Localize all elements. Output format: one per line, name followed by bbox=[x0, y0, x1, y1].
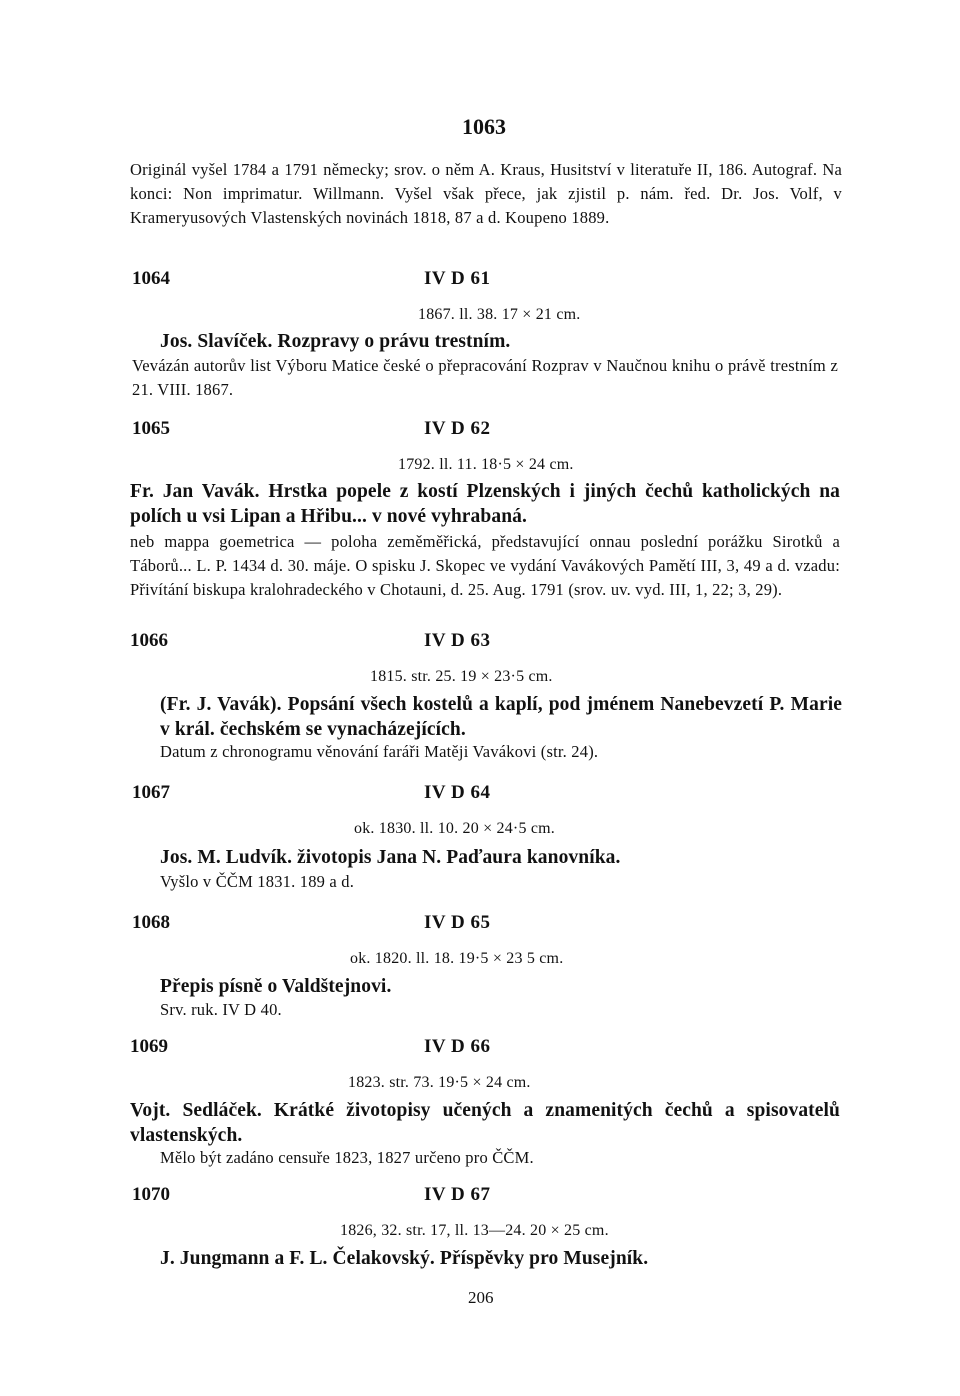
entry-title: J. Jungmann a F. L. Čelakovský. Příspěvky pro Musejník. bbox=[160, 1248, 649, 1269]
entry-meta: 1867. ll. 38. 17 × 21 cm. bbox=[418, 306, 581, 323]
entry-note: Mělo být zadáno censuře 1823, 1827 určeno pro ČČM. bbox=[160, 1148, 534, 1167]
entry-meta: 1792. ll. 11. 18·5 × 24 cm. bbox=[398, 456, 574, 473]
entry-number: 1066 bbox=[130, 630, 168, 651]
entry-shelfmark: IV D 64 bbox=[424, 782, 491, 803]
intro-paragraph: Originál vyšel 1784 a 1791 německy; srov. o něm A. Kraus, Husitství v literatuře II, 186. Autograf. Na konci: Non imprimatur. Willmann. Vyšel však přece, jak zjistil p. nám. řed. Dr. Jos. Volf, v Krameryusových Vlastenských novinách 1818, 87 a d. Koupeno 1889. bbox=[130, 160, 842, 227]
entry-note: Vevázán autorův list Výboru Matice české o přepracování Rozprav v Naučnou knihu o právě trestním z 21. VIII. 1867. bbox=[132, 356, 838, 399]
page-footer-number: 206 bbox=[468, 1288, 494, 1307]
entry-number: 1070 bbox=[132, 1184, 170, 1205]
entry-shelfmark: IV D 65 bbox=[424, 912, 491, 933]
entry-title: Fr. Jan Vavák. Hrstka popele z kostí Plzenských i jiných čechů katholických na polích u vsi Lipan a Hřibu... v nové vyhrabaná. bbox=[130, 481, 840, 527]
entry-meta: 1823. str. 73. 19·5 × 24 cm. bbox=[348, 1074, 531, 1091]
entry-title: Jos. Slavíček. Rozpravy o právu trestním. bbox=[160, 331, 511, 352]
entry-note: Srv. ruk. IV D 40. bbox=[160, 1000, 282, 1019]
entry-meta: 1815. str. 25. 19 × 23·5 cm. bbox=[370, 668, 553, 685]
entry-number: 1064 bbox=[132, 268, 170, 289]
entry-meta: ok. 1820. ll. 18. 19·5 × 23 5 cm. bbox=[350, 950, 564, 967]
entry-title: (Fr. J. Vavák). Popsání všech kostelů a kaplí, pod jménem Nanebevzetí P. Marie v král. čechském se vynacházejících. bbox=[160, 694, 842, 740]
entry-number: 1069 bbox=[130, 1036, 168, 1057]
entry-note: Datum z chronogramu věnování faráři Matěji Vavákovi (str. 24). bbox=[160, 742, 599, 761]
entry-note: Vyšlo v ČČM 1831. 189 a d. bbox=[160, 872, 355, 891]
entry-number: 1065 bbox=[132, 418, 170, 439]
entry-title: Přepis písně o Valdštejnovi. bbox=[160, 976, 392, 997]
entry-number: 1067 bbox=[132, 782, 170, 803]
entry-title: Vojt. Sedláček. Krátké životopisy učených a znamenitých čechů a spisovatelů vlastenských. bbox=[130, 1100, 840, 1146]
entry-shelfmark: IV D 66 bbox=[424, 1036, 491, 1057]
entry-meta: ok. 1830. ll. 10. 20 × 24·5 cm. bbox=[354, 820, 555, 837]
entry-shelfmark: IV D 67 bbox=[424, 1184, 491, 1205]
entry-shelfmark: IV D 62 bbox=[424, 418, 491, 439]
entry-title: Jos. M. Ludvík. životopis Jana N. Paďaura kanovníka. bbox=[160, 847, 621, 868]
entry-note: neb mappa goemetrica — poloha zeměměřická, představující onnau poslední porážku Sirotků a Táborů... L. P. 1434 d. 30. máje. O spisku J. Skopec ve vydání Vavákových Pamětí III, 3, 49 a d. vzadu: Přivítání biskupa kralohradeckého v Chotauni, d. 25. Aug. 1791 (srov. uv. vyd. III, 1, 22; 3, 29). bbox=[130, 532, 840, 599]
entry-number: 1068 bbox=[132, 912, 170, 933]
entry-meta: 1826, 32. str. 17, ll. 13—24. 20 × 25 cm. bbox=[340, 1222, 609, 1239]
page-header-number: 1063 bbox=[462, 114, 506, 139]
entry-shelfmark: IV D 61 bbox=[424, 268, 491, 289]
entry-shelfmark: IV D 63 bbox=[424, 630, 491, 651]
